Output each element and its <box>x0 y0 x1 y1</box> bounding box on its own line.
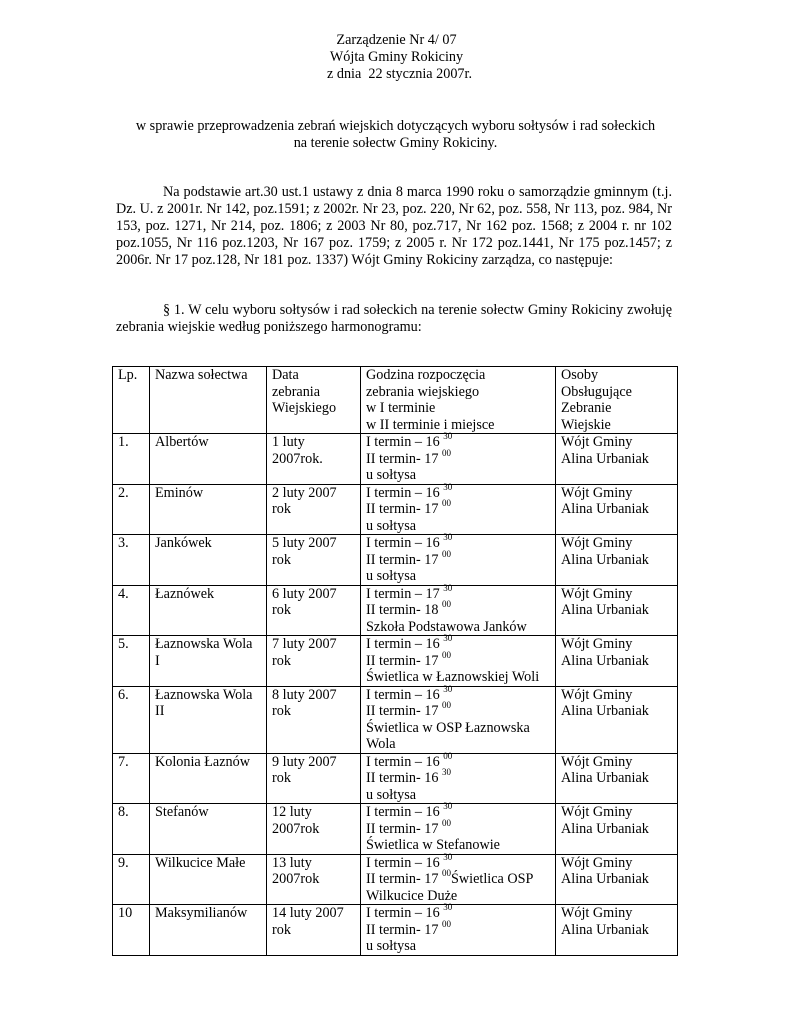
legal-basis-paragraph <box>116 184 672 269</box>
meeting-date-line: rok <box>272 770 291 786</box>
first-term <box>366 532 551 552</box>
header-time-line: w I terminie <box>366 400 436 416</box>
first-term-text: I termin – 16 <box>366 535 440 551</box>
cell-staff <box>556 535 678 586</box>
legal-basis-text: Na podstawie art.30 ust.1 ustawy z dnia 8 marca 1990 roku o samorządzie gminnym (t.j. Dz. U. z 2001r. Nr 142, poz.1591; z 2002r. Nr 23, poz. 220, Nr 62, poz. 558, Nr 113, poz. 984, Nr 153, poz. 1271, Nr 214, poz. 1806; z 2003 Nr 80, poz.717, Nr 162 poz. 1568; z 2004 r. nr 102 poz.1055, Nr 116 poz.1203, Nr 167 poz. 1759; z 2005 r. Nr 172 poz.1441, Nr 175 poz.1457; z 2006r. Nr 17 poz.128, Nr 181 poz. 1337) Wójt Gminy Rokiciny zarządza, co następuje: <box>116 184 672 268</box>
first-term-text: I termin – 16 <box>366 636 440 652</box>
first-term-text: I termin – 16 <box>366 804 440 820</box>
cell-staff <box>556 686 678 753</box>
cell-lp <box>113 434 150 485</box>
second-term-text: II termin- 16 <box>366 770 439 786</box>
second-term-text: II termin- 17 <box>366 501 439 517</box>
second-term-minutes: 00 <box>442 649 452 660</box>
cell-time <box>361 582 556 636</box>
first-term-text: I termin – 16 <box>366 434 440 450</box>
staff-line: Alina Urbaniak <box>561 602 649 618</box>
first-term <box>366 683 551 704</box>
first-term-text: I termin – 16 <box>366 854 440 871</box>
header-date-line: zebrania <box>272 383 321 400</box>
first-term <box>366 851 551 872</box>
document-subject <box>0 118 791 152</box>
second-term <box>366 700 551 720</box>
cell-lp <box>113 535 150 586</box>
header-time <box>361 367 556 434</box>
document-title-block <box>0 32 791 83</box>
cell-time <box>361 801 556 855</box>
staff-line: Wójt Gminy <box>561 636 633 652</box>
cell-name <box>150 804 267 855</box>
meeting-place-line: Wola <box>366 736 396 752</box>
first-term-minutes: 30 <box>443 582 453 593</box>
cell-date <box>267 484 361 535</box>
first-term-minutes: 30 <box>443 902 453 913</box>
first-term <box>366 481 551 502</box>
staff-line: Wójt Gminy <box>561 686 633 703</box>
first-term <box>366 582 551 603</box>
table-row <box>113 854 678 905</box>
second-term-text: II termin- 17 <box>366 450 439 467</box>
meeting-place-line: Szkoła Podstawowa Janków <box>366 618 527 635</box>
cell-staff <box>556 484 678 535</box>
cell-date <box>267 854 361 905</box>
cell-date <box>267 753 361 804</box>
meeting-date-line: 2 luty 2007 <box>272 484 337 501</box>
staff-line: Wójt Gminy <box>561 804 633 820</box>
first-term-minutes: 30 <box>443 851 453 862</box>
cell-time <box>361 851 556 905</box>
cell-time <box>361 431 556 485</box>
cell-staff <box>556 434 678 485</box>
table-row <box>113 905 678 956</box>
cell-lp <box>113 636 150 687</box>
cell-time <box>361 683 556 753</box>
first-term-minutes: 30 <box>443 431 453 442</box>
table-row <box>113 753 678 804</box>
header-time-line: w II terminie i miejsce <box>366 416 495 433</box>
village-name-line: Eminów <box>155 484 204 501</box>
village-name-line: Kolonia Łaznów <box>155 753 250 770</box>
first-term <box>366 902 551 922</box>
second-term-text: II termin- 17 <box>366 551 439 568</box>
cell-lp <box>113 753 150 804</box>
meeting-date-line: rok <box>272 652 291 669</box>
meeting-date-line: 2007rok. <box>272 450 323 467</box>
table-row <box>113 686 678 753</box>
meeting-date-line: 12 luty <box>272 804 312 820</box>
meeting-date-line: 9 luty 2007 <box>272 753 337 770</box>
header-staff-line: Osoby <box>561 367 599 383</box>
cell-name <box>150 535 267 586</box>
table-header-row <box>113 367 678 434</box>
second-term-minutes: 00 <box>442 918 452 929</box>
lp-text: 1. <box>118 434 129 450</box>
second-term <box>366 868 551 888</box>
header-staff-line: Wiejskie <box>561 416 611 433</box>
second-term <box>366 817 551 838</box>
cell-name <box>150 753 267 804</box>
first-term <box>366 801 551 821</box>
village-name-line: Maksymilianów <box>155 905 248 921</box>
village-name-line: I <box>155 652 160 669</box>
staff-line: Alina Urbaniak <box>561 820 649 837</box>
second-term-minutes: 00 <box>442 447 452 458</box>
cell-name <box>150 585 267 636</box>
meeting-date-line: 14 luty 2007 <box>272 905 344 921</box>
header-staff <box>556 367 678 434</box>
table-row <box>113 484 678 535</box>
cell-lp <box>113 854 150 905</box>
second-term-text: II termin- 17 <box>366 820 439 837</box>
village-name-line: Łaznówek <box>155 585 215 602</box>
second-term <box>366 649 551 670</box>
first-term-minutes: 30 <box>443 481 453 492</box>
second-term <box>366 498 551 518</box>
cell-lp <box>113 484 150 535</box>
table-row <box>113 585 678 636</box>
header-date-line: Data <box>272 367 299 383</box>
lp-text: 6. <box>118 686 129 703</box>
meeting-date-line: rok <box>272 602 291 618</box>
cell-name <box>150 636 267 687</box>
cell-staff <box>556 905 678 956</box>
second-term-minutes: 00 <box>442 498 452 509</box>
cell-date <box>267 686 361 753</box>
second-term-minutes: 00 <box>442 700 452 711</box>
cell-name <box>150 686 267 753</box>
meeting-date-line: 13 luty <box>272 854 312 871</box>
first-term-minutes: 00 <box>443 750 453 761</box>
staff-line: Alina Urbaniak <box>561 921 649 938</box>
first-term-minutes: 30 <box>443 532 453 543</box>
second-term <box>366 767 551 787</box>
staff-line: Alina Urbaniak <box>561 871 649 887</box>
document-title: Zarządzenie Nr 4/ 07 <box>336 32 457 48</box>
meeting-place-line: Świetlica w OSP Łaznowska <box>366 719 530 736</box>
staff-line: Alina Urbaniak <box>561 770 649 786</box>
document-issuer: Wójta Gminy Rokiciny <box>329 49 464 65</box>
staff-line: Wójt Gminy <box>561 753 633 770</box>
staff-line: Alina Urbaniak <box>561 450 649 467</box>
staff-line: Wójt Gminy <box>561 434 633 450</box>
cell-lp <box>113 804 150 855</box>
meeting-place-line: u sołtysa <box>366 467 417 483</box>
second-term <box>366 918 551 939</box>
cell-time <box>361 481 556 535</box>
meeting-place-line: Świetlica w Łaznowskiej Woli <box>366 669 540 685</box>
cell-name <box>150 484 267 535</box>
header-date <box>267 367 361 434</box>
staff-line: Wójt Gminy <box>561 854 633 871</box>
meeting-date-line: rok <box>272 921 291 938</box>
schedule-table <box>112 366 678 956</box>
meeting-date-line: 6 luty 2007 <box>272 585 337 602</box>
header-staff-line: Zebranie <box>561 400 612 416</box>
village-name-line: II <box>155 703 165 719</box>
table-row <box>113 434 678 485</box>
cell-staff <box>556 585 678 636</box>
village-name-line: Łaznowska Wola <box>155 636 253 652</box>
second-term-text: II termin- 18 <box>366 602 439 618</box>
first-term-text: I termin – 16 <box>366 686 440 703</box>
second-term-minutes: 30 <box>442 767 452 778</box>
first-term-text: I termin – 16 <box>366 905 440 921</box>
cell-time <box>361 532 556 586</box>
header-date-line: Wiejskiego <box>272 400 337 416</box>
second-term-minutes: 00 <box>442 868 452 879</box>
cell-time <box>361 902 556 956</box>
meeting-date-line: rok <box>272 703 291 719</box>
meeting-date-line: rok <box>272 501 291 517</box>
meeting-date-line: 2007rok <box>272 871 320 887</box>
first-term <box>366 750 551 771</box>
cell-staff <box>556 753 678 804</box>
cell-staff <box>556 854 678 905</box>
first-term-text: I termin – 17 <box>366 585 440 602</box>
staff-line: Alina Urbaniak <box>561 703 649 719</box>
staff-line: Alina Urbaniak <box>561 501 649 517</box>
meeting-place-line: Wilkucice Duże <box>366 887 458 904</box>
subject-line-2: na terenie sołectw Gminy Rokiciny. <box>293 135 498 151</box>
lp-text: 5. <box>118 636 129 652</box>
header-name <box>150 367 267 434</box>
cell-lp <box>113 585 150 636</box>
header-lp <box>113 367 150 434</box>
lp-text: 7. <box>118 753 129 770</box>
cell-name <box>150 854 267 905</box>
second-term-minutes: 00 <box>442 817 452 828</box>
second-term <box>366 447 551 468</box>
lp-text: 3. <box>118 535 129 551</box>
village-name-line: Wilkucice Małe <box>155 854 246 871</box>
cell-date <box>267 804 361 855</box>
cell-date <box>267 905 361 956</box>
staff-line: Wójt Gminy <box>561 905 633 921</box>
table-row <box>113 636 678 687</box>
staff-line: Wójt Gminy <box>561 484 633 501</box>
meeting-date-line: 5 luty 2007 <box>272 535 337 551</box>
header-staff-line: Obsługujące <box>561 383 632 400</box>
staff-line: Alina Urbaniak <box>561 551 649 568</box>
second-term-minutes: 00 <box>442 599 452 610</box>
meeting-place-line: u sołtysa <box>366 517 417 534</box>
cell-staff <box>556 804 678 855</box>
table-row <box>113 804 678 855</box>
section-1-text: § 1. W celu wyboru sołtysów i rad sołeckich na terenie sołectw Gminy Rokiciny zwołuję zebrania wiejskie według poniższego harmonogramu: <box>116 302 672 335</box>
first-term-minutes: 30 <box>443 683 453 694</box>
lp-text: 2. <box>118 484 129 501</box>
staff-line: Wójt Gminy <box>561 585 633 602</box>
cell-lp <box>113 686 150 753</box>
first-term-minutes: 30 <box>443 633 453 644</box>
lp-text: 8. <box>118 804 129 820</box>
cell-date <box>267 585 361 636</box>
meeting-date-line: 7 luty 2007 <box>272 636 337 652</box>
second-term-text: II termin- 17 <box>366 921 439 938</box>
second-term-place-inline: Świetlica OSP <box>451 871 534 887</box>
header-time-line: Godzina rozpoczęcia <box>366 367 486 383</box>
meeting-place-line: u sołtysa <box>366 786 417 803</box>
meeting-place-line: Świetlica w Stefanowie <box>366 837 500 853</box>
table-row <box>113 535 678 586</box>
second-term <box>366 548 551 569</box>
staff-line: Wójt Gminy <box>561 535 633 551</box>
cell-time <box>361 750 556 804</box>
cell-lp <box>113 905 150 956</box>
meeting-date-line: 1 luty <box>272 434 305 450</box>
first-term-text: I termin – 16 <box>366 484 440 501</box>
second-term-text: II termin- 17 <box>366 652 439 669</box>
first-term-minutes: 30 <box>443 801 453 812</box>
lp-text: 9. <box>118 854 129 871</box>
cell-date <box>267 434 361 485</box>
village-name-line: Albertów <box>155 434 209 450</box>
second-term-text: II termin- 17 <box>366 703 439 719</box>
first-term <box>366 633 551 653</box>
header-name-text: Nazwa sołectwa <box>155 367 248 383</box>
cell-time <box>361 633 556 687</box>
cell-date <box>267 636 361 687</box>
first-term <box>366 431 551 451</box>
cell-staff <box>556 636 678 687</box>
staff-line: Alina Urbaniak <box>561 652 649 669</box>
second-term-minutes: 00 <box>442 548 452 559</box>
village-name-line: Łaznowska Wola <box>155 686 253 703</box>
cell-name <box>150 434 267 485</box>
header-lp-text: Lp. <box>118 367 138 383</box>
second-term <box>366 599 551 619</box>
meeting-date-line: 2007rok <box>272 820 320 837</box>
header-time-line: zebrania wiejskiego <box>366 383 480 400</box>
subject-line-1: w sprawie przeprowadzenia zebrań wiejskich dotyczących wyboru sołtysów i rad sołeckich <box>135 118 656 134</box>
village-name-line: Stefanów <box>155 804 209 820</box>
village-name-line: Jankówek <box>155 535 212 551</box>
cell-name <box>150 905 267 956</box>
document-date: z dnia 22 stycznia 2007r. <box>327 66 472 82</box>
first-term-text: I termin – 16 <box>366 753 440 770</box>
second-term-text: II termin- 17 <box>366 871 439 887</box>
meeting-place-line: u sołtysa <box>366 568 417 584</box>
section-1-paragraph <box>116 302 672 336</box>
lp-text: 4. <box>118 585 129 602</box>
cell-date <box>267 535 361 586</box>
meeting-date-line: 8 luty 2007 <box>272 686 337 703</box>
meeting-date-line: rok <box>272 551 291 568</box>
lp-text: 10 <box>118 905 133 921</box>
meeting-place-line: u sołtysa <box>366 938 417 954</box>
